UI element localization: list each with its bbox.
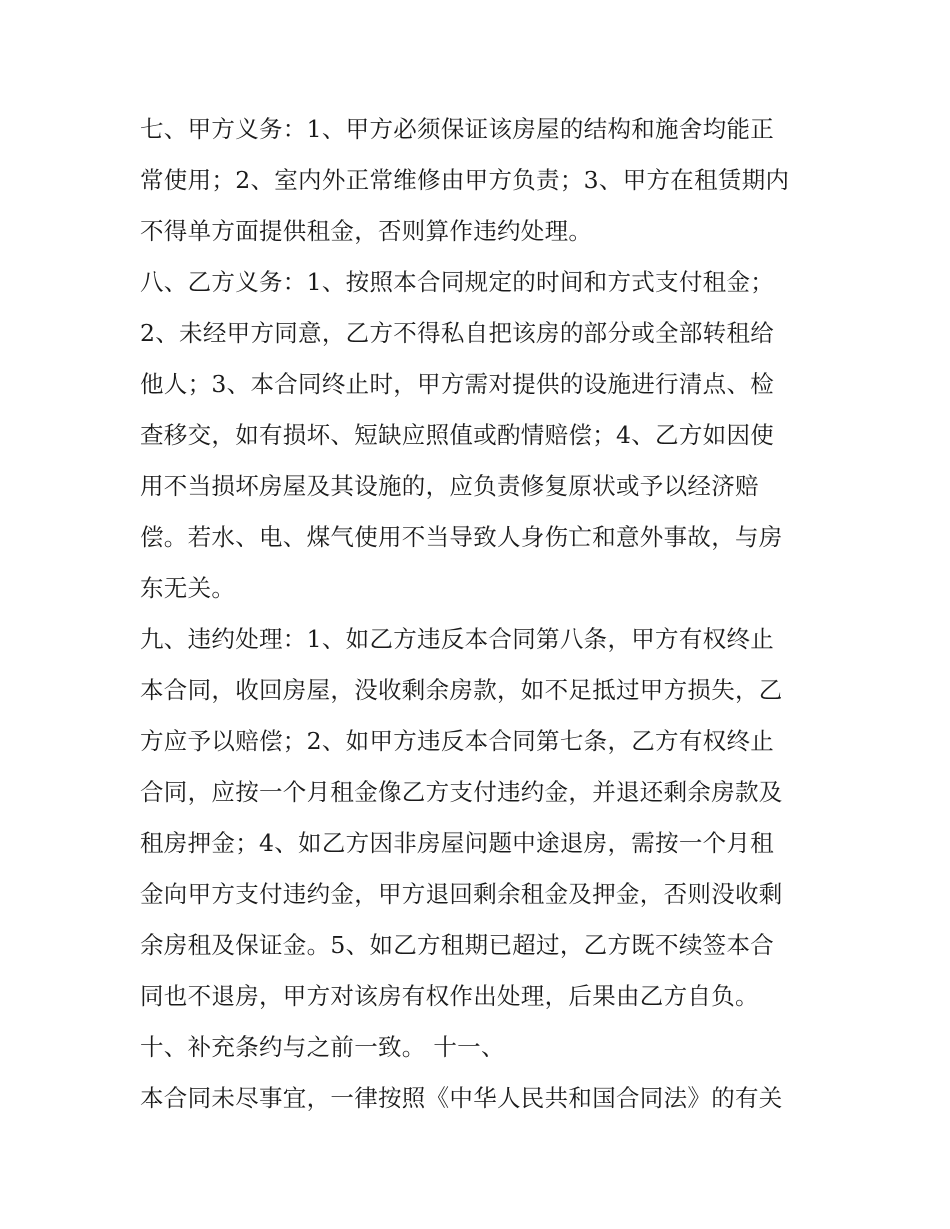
text-line: 本合同未尽事宜，一律按照《中华人民共和国合同法》的有关	[140, 1084, 783, 1112]
text-line: 不得单方面提供租金，否则算作违约处理。	[140, 217, 593, 245]
text-line: 本合同，收回房屋，没收剩余房款，如不足抵过甲方损失，乙	[140, 676, 783, 704]
text-line: 余房租及保证金。5、如乙方租期已超过，乙方既不续签本合	[140, 931, 775, 959]
text-line: 合同，应按一个月租金像乙方支付违约金，并退还剩余房款及	[140, 778, 783, 806]
text-line: 同也不退房，甲方对该房有权作出处理，后果由乙方自负。	[140, 982, 759, 1010]
text-line: 2、未经甲方同意，乙方不得私自把该房的部分或全部转租给	[140, 319, 775, 347]
text-line: 八、乙方义务：1、按照本合同规定的时间和方式支付租金；	[140, 268, 775, 296]
text-line: 用不当损坏房屋及其设施的，应负责修复原状或予以经济赔	[140, 472, 759, 500]
text-line: 偿。若水、电、煤气使用不当导致人身伤亡和意外事故，与房	[140, 523, 783, 551]
text-line: 方应予以赔偿；2、如甲方违反本合同第七条，乙方有权终止	[140, 727, 775, 755]
text-line: 十、补充条约与之前一致。 十一、	[140, 1033, 505, 1061]
text-line: 七、甲方义务：1、甲方必须保证该房屋的结构和施舍均能正	[140, 115, 775, 143]
contract-text-body	[140, 104, 820, 1124]
text-line: 他人；3、本合同终止时，甲方需对提供的设施进行清点、检	[140, 370, 775, 398]
text-line: 九、违约处理：1、如乙方违反本合同第八条，甲方有权终止	[140, 625, 775, 653]
text-line: 金向甲方支付违约金，甲方退回剩余租金及押金，否则没收剩	[140, 880, 783, 908]
text-line: 查移交，如有损坏、短缺应照值或酌情赔偿；4、乙方如因使	[140, 421, 775, 449]
text-line: 常使用；2、室内外正常维修由甲方负责；3、甲方在租赁期内	[140, 166, 790, 194]
text-line: 东无关。	[140, 574, 236, 602]
text-line: 租房押金；4、如乙方因非房屋问题中途退房，需按一个月租	[140, 829, 775, 857]
